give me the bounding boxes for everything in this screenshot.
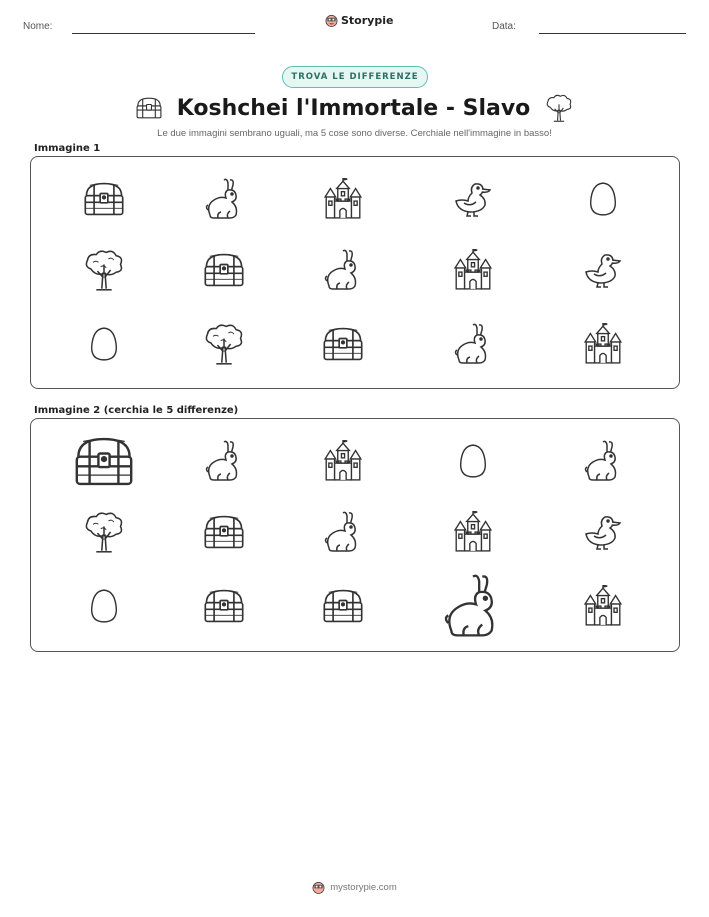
image2-cell-r3c5[interactable] — [582, 585, 624, 627]
castle-icon — [582, 323, 624, 365]
castle-icon — [322, 178, 364, 220]
chest-icon — [82, 180, 126, 218]
image2-cell-r1c2[interactable] — [204, 439, 244, 483]
image2-cell-r1c5[interactable] — [583, 439, 623, 483]
instructions: Le due immagini sembrano uguali, ma 5 cose sono diverse. Cerchiale nell'immagine in basso! — [157, 128, 552, 139]
chest-icon — [202, 513, 246, 551]
chest-icon — [72, 434, 136, 489]
rabbit-icon — [453, 322, 493, 366]
image2-cell-r2c4[interactable] — [452, 511, 494, 553]
activity-badge: TROVA LE DIFFERENZE — [282, 66, 428, 88]
image2-cell-r2c5[interactable] — [582, 514, 624, 550]
image2-cell-r1c1[interactable] — [72, 434, 136, 489]
image2-cell-r2c3[interactable] — [323, 510, 363, 554]
image1-cell-r3c1[interactable] — [89, 324, 119, 364]
image2-cell-r1c4[interactable] — [458, 441, 488, 481]
image1-cell-r1c5[interactable] — [588, 179, 618, 219]
rabbit-icon — [204, 177, 244, 221]
chest-icon — [202, 251, 246, 289]
image1-cell-r3c5[interactable] — [582, 323, 624, 365]
castle-icon — [582, 585, 624, 627]
tree-icon — [544, 94, 574, 122]
date-field-line[interactable] — [539, 33, 686, 34]
duck-icon — [452, 181, 494, 217]
image1-cell-r1c3[interactable] — [322, 178, 364, 220]
castle-icon — [452, 511, 494, 553]
image1-label: Immagine 1 — [34, 143, 101, 154]
rabbit-icon — [442, 572, 504, 640]
title-row — [0, 93, 709, 123]
image1-cell-r1c2[interactable] — [204, 177, 244, 221]
rabbit-icon — [323, 248, 363, 292]
rabbit-icon — [583, 439, 623, 483]
image1-cell-r1c4[interactable] — [452, 181, 494, 217]
image2-cell-r2c2[interactable] — [202, 513, 246, 551]
image2-cell-r3c3[interactable] — [321, 587, 365, 625]
page-title: Koshchei l'Immortale - Slavo — [176, 95, 531, 121]
image1-cell-r2c3[interactable] — [323, 248, 363, 292]
chest-icon — [202, 587, 246, 625]
image1-cell-r2c2[interactable] — [202, 251, 246, 289]
egg-icon — [458, 441, 488, 481]
egg-icon — [89, 324, 119, 364]
footer-url: mystorypie.com — [330, 882, 397, 893]
storypie-mascot-icon — [312, 881, 325, 894]
castle-icon — [452, 249, 494, 291]
rabbit-icon — [204, 439, 244, 483]
image2-cell-r3c1[interactable] — [89, 586, 119, 626]
chest-icon — [321, 325, 365, 363]
name-label: Nome: — [23, 21, 53, 32]
image1-cell-r3c3[interactable] — [321, 325, 365, 363]
image1-cell-r3c4[interactable] — [453, 322, 493, 366]
image1-cell-r2c5[interactable] — [582, 252, 624, 288]
brand-name: Storypie — [341, 14, 394, 27]
tree-icon — [82, 511, 126, 553]
image2-cell-r2c1[interactable] — [82, 511, 126, 553]
duck-icon — [582, 252, 624, 288]
storypie-mascot-icon — [325, 14, 338, 27]
image1-cell-r2c1[interactable] — [82, 249, 126, 291]
name-field-line[interactable] — [72, 33, 255, 34]
chest-icon — [135, 96, 163, 120]
chest-icon — [321, 587, 365, 625]
tree-icon — [202, 323, 246, 365]
rabbit-icon — [323, 510, 363, 554]
date-label: Data: — [492, 21, 516, 32]
image2-cell-r1c3[interactable] — [322, 440, 364, 482]
image1-panel — [30, 156, 680, 389]
duck-icon — [582, 514, 624, 550]
egg-icon — [588, 179, 618, 219]
image2-cell-r3c4[interactable] — [442, 572, 504, 640]
tree-icon — [82, 249, 126, 291]
image1-cell-r1c1[interactable] — [82, 180, 126, 218]
image2-label: Immagine 2 (cerchia le 5 differenze) — [34, 405, 239, 416]
castle-icon — [322, 440, 364, 482]
egg-icon — [89, 586, 119, 626]
footer — [0, 881, 709, 894]
image2-panel — [30, 418, 680, 652]
image1-cell-r3c2[interactable] — [202, 323, 246, 365]
brand-logo — [325, 14, 393, 27]
image2-cell-r3c2[interactable] — [202, 587, 246, 625]
image1-cell-r2c4[interactable] — [452, 249, 494, 291]
